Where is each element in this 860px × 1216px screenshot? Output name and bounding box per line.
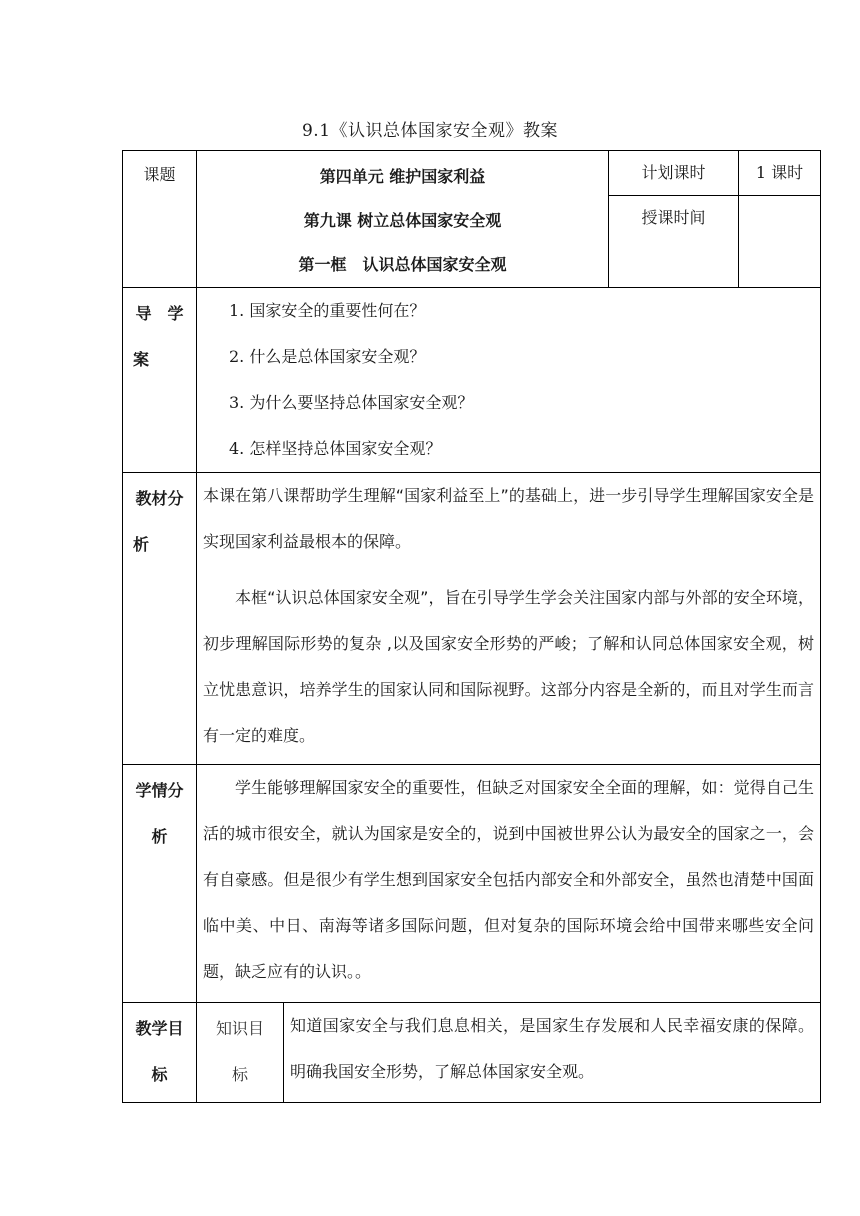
- students-row: [123, 765, 821, 1003]
- planned-hours-value-cell: [739, 151, 821, 196]
- students-label-cell: [123, 765, 197, 1003]
- students-paragraph: 学生能够理解国家安全的重要性，但缺乏对国家安全全面的理解，如：觉得自己生活的城市很安全，就认为国家是安全的，说到中国被世界公认为最安全的国家之一，会有自豪感。但是很少有学生想到国家安全包括内部安全和外部安全，虽然也清楚中国面临中美、中日、南海等诸多国际问题，但对复杂的国际环境会给中国带来哪些安全问题，缺乏应有的认识。。: [203, 778, 815, 981]
- guide-row: [123, 288, 821, 473]
- topic-label-cell: [123, 151, 197, 288]
- guide-question: 2. 什么是总体国家安全观？: [229, 347, 426, 366]
- teach-time-label-cell: [609, 196, 739, 288]
- knowledge-goal-label-line-1: 知识目: [215, 1019, 264, 1038]
- knowledge-goal-text-cell: [284, 1003, 821, 1103]
- guide-label-cell: [123, 288, 197, 473]
- planned-hours-label: 计划课时: [641, 163, 706, 182]
- topic-row-1: [123, 151, 821, 196]
- students-analysis-cell: [197, 765, 821, 1003]
- textbook-label-line-2: 析: [133, 535, 150, 554]
- knowledge-goal-label-cell: [197, 1003, 284, 1103]
- goals-label-line-1: 教学目: [135, 1019, 184, 1038]
- topic-heading-cell: [197, 151, 609, 288]
- knowledge-goal-label-line-2: 标: [231, 1065, 248, 1084]
- guide-label-line-2: 案: [133, 350, 150, 369]
- unit-heading: 第四单元 维护国家利益: [319, 167, 486, 186]
- guide-question: 1. 国家安全的重要性何在？: [229, 301, 426, 320]
- section-heading: 第一框 认识总体国家安全观: [298, 255, 507, 274]
- guide-label-line-1: 导 学: [135, 304, 184, 323]
- textbook-row: [123, 473, 821, 765]
- topic-label: 课题: [143, 165, 176, 184]
- textbook-paragraph-1: 本课在第八课帮助学生理解“国家利益至上”的基础上，进一步引导学生理解国家安全是实现国家利益最根本的保障。: [203, 486, 815, 551]
- knowledge-goal-text: 知道国家安全与我们息息相关，是国家生存发展和人民幸福安康的保障。明确我国安全形势，了解总体国家安全观。: [290, 1016, 815, 1081]
- textbook-label-line-1: 教材分: [135, 489, 184, 508]
- planned-hours-value: 1 课时: [755, 163, 804, 182]
- guide-questions-cell: [197, 288, 821, 473]
- students-label-line-1: 学情分: [135, 781, 184, 800]
- lesson-plan-table: [122, 150, 821, 1103]
- goals-label-line-2: 标: [151, 1065, 168, 1084]
- lesson-heading: 第九课 树立总体国家安全观: [303, 211, 502, 230]
- textbook-paragraph-2: 本框“认识总体国家安全观”，旨在引导学生学会关注国家内部与外部的安全环境，初步理解国际形势的复杂 ,以及国家安全形势的严峻；了解和认同总体国家安全观，树立忧患意识，培养学生的国家认同和国际视野。这部分内容是全新的，而且对学生而言有一定的难度。: [203, 588, 815, 745]
- teach-time-value-cell: [739, 196, 821, 288]
- textbook-label-cell: [123, 473, 197, 765]
- document-title: 9.1《认识总体国家安全观》教案: [301, 121, 559, 141]
- teach-time-label: 授课时间: [641, 208, 706, 227]
- guide-question: 3. 为什么要坚持总体国家安全观？: [229, 393, 474, 412]
- planned-hours-label-cell: [609, 151, 739, 196]
- students-label-line-2: 析: [151, 827, 168, 846]
- guide-question: 4. 怎样坚持总体国家安全观？: [229, 439, 442, 458]
- goals-label-cell: [123, 1003, 197, 1103]
- textbook-analysis-cell: [197, 473, 821, 765]
- goals-row: [123, 1003, 821, 1103]
